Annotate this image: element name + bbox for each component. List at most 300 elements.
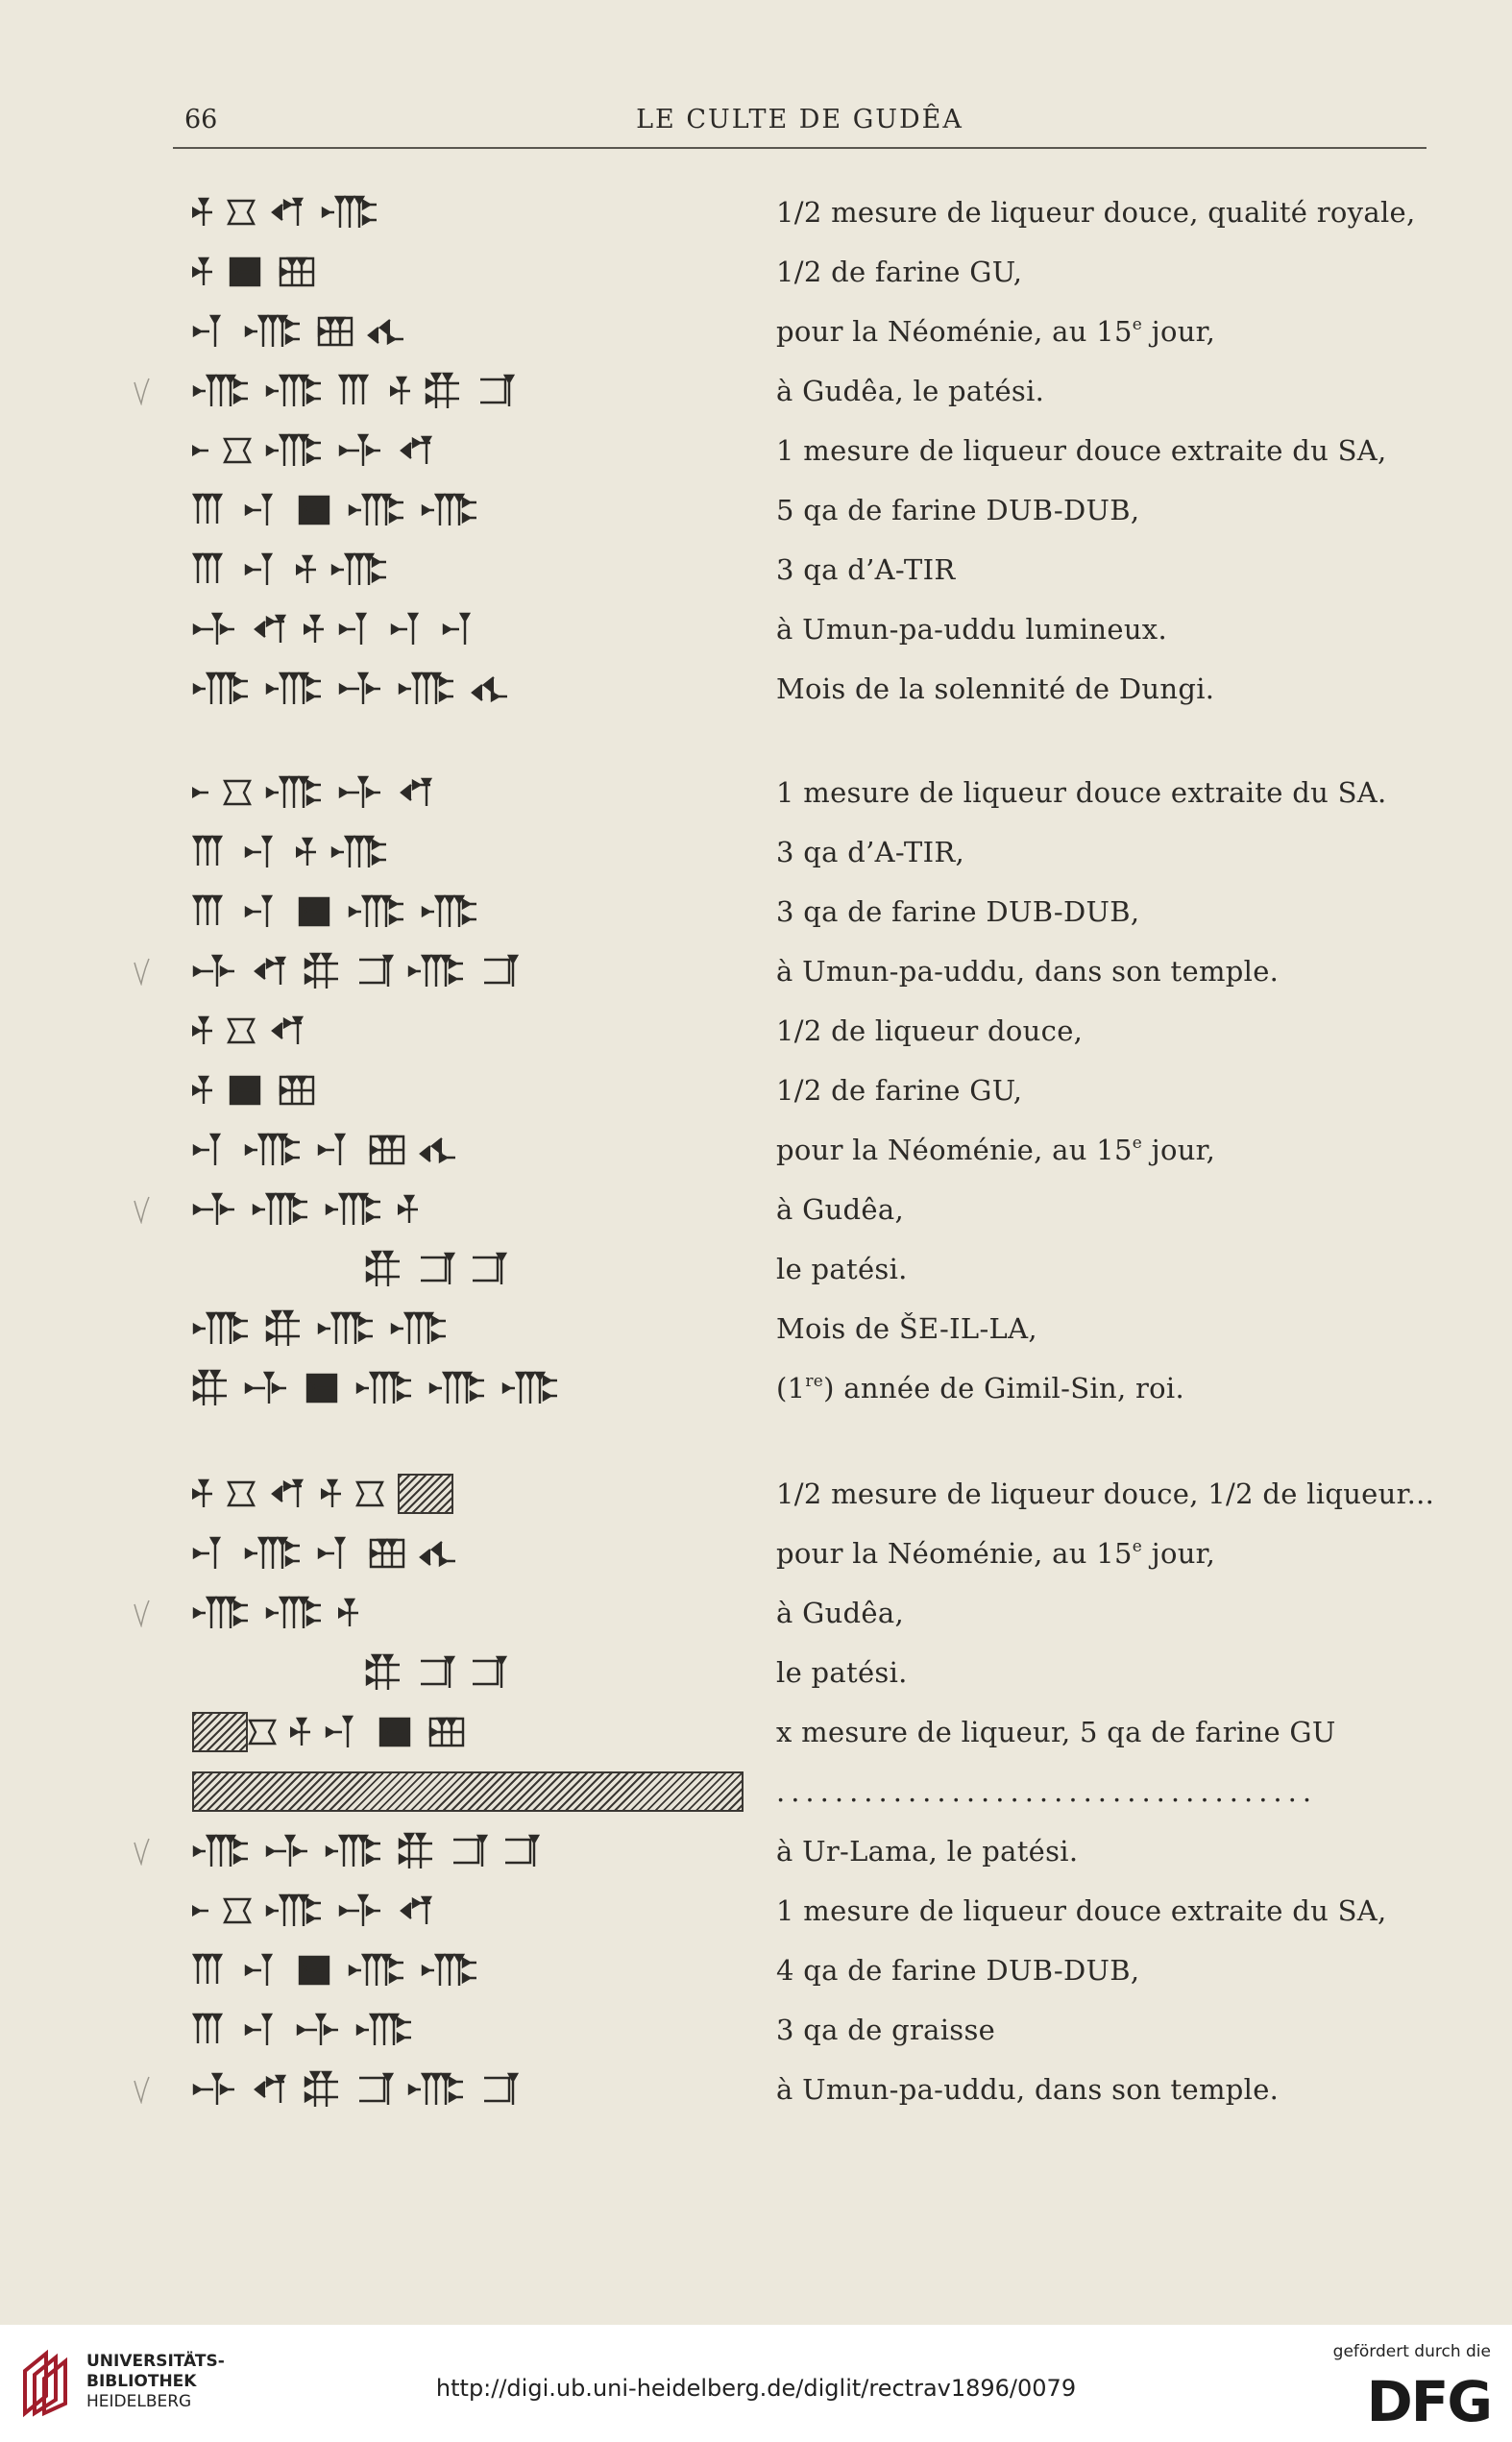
cuneiform-sign-icon <box>279 253 315 291</box>
cuneiform-sign-icon <box>227 253 265 291</box>
cuneiform-sign-icon <box>265 1832 311 1870</box>
cuneiform-sign-icon <box>398 431 436 470</box>
pencil-check-mark-icon <box>133 1599 150 1627</box>
cuneiform-sign-icon <box>367 312 405 351</box>
cuneiform-sign-icon <box>265 372 325 410</box>
cuneiform-sign-icon <box>265 431 325 470</box>
cuneiform-sign-icon <box>367 312 405 351</box>
cuneiform-sign-icon <box>244 491 282 529</box>
cuneiform-sign-icon <box>355 2070 394 2109</box>
translation-fragment: pour la Néoménie, au 15 <box>776 1134 1133 1166</box>
cuneiform-sign-icon <box>296 2011 342 2049</box>
cuneiform-sign-icon <box>377 1713 415 1751</box>
cuneiform-sign-icon <box>321 193 380 232</box>
cuneiform-sign-icon <box>338 773 384 812</box>
translation-text: à Gudêa, le patési. <box>776 375 1045 407</box>
text-line <box>0 480 1512 540</box>
cuneiform-sign-icon <box>425 372 463 410</box>
cuneiform-sign-icon <box>296 1951 334 1990</box>
cuneiform-sign-icon <box>365 1653 403 1692</box>
cuneiform-sign-icon <box>244 550 282 589</box>
cuneiform-sign-icon <box>325 1832 384 1870</box>
cuneiform-sign-icon <box>325 1713 363 1751</box>
cuneiform-sign-icon <box>480 2070 519 2109</box>
cuneiform-sign-icon <box>398 1892 436 1930</box>
cuneiform-sign-icon <box>265 773 325 812</box>
cuneiform-sign-icon <box>192 253 213 291</box>
cuneiform-sign-icon <box>265 1892 325 1930</box>
cuneiform-sign-icon <box>317 1131 355 1169</box>
cuneiform-line <box>192 1881 768 1941</box>
text-line <box>0 1464 1512 1524</box>
pencil-check-mark-icon <box>133 957 150 986</box>
cuneiform-sign-icon <box>390 372 411 410</box>
text-line <box>0 1358 1512 1418</box>
cuneiform-sign-icon <box>192 1951 231 1990</box>
cuneiform-line <box>192 1821 768 1881</box>
cuneiform-sign-icon <box>338 372 377 410</box>
cuneiform-line <box>192 183 768 242</box>
cuneiform-sign-icon <box>192 2011 231 2049</box>
cuneiform-sign-icon <box>421 491 480 529</box>
cuneiform-sign-icon <box>290 1713 311 1751</box>
cuneiform-sign-icon <box>338 773 384 812</box>
text-line <box>0 1941 1512 2000</box>
cuneiform-sign-icon <box>192 550 231 589</box>
cuneiform-sign-icon <box>348 1951 407 1990</box>
cuneiform-sign-icon <box>192 1190 238 1229</box>
cuneiform-sign-icon <box>192 1309 252 1348</box>
translation-text: 1 mesure de liqueur douce extraite du SA, <box>776 434 1387 467</box>
text-line <box>0 421 1512 480</box>
cuneiform-sign-icon <box>338 431 384 470</box>
text-line <box>0 1239 1512 1299</box>
cuneiform-sign-icon <box>192 1475 213 1513</box>
cuneiform-sign-icon <box>355 1369 415 1407</box>
translation-fragment: jour, <box>1142 315 1216 348</box>
running-title: LE CULTE DE GUDÊA <box>636 105 963 134</box>
cuneiform-sign-icon <box>355 1475 384 1513</box>
cuneiform-sign-icon <box>428 1369 488 1407</box>
cuneiform-sign-icon <box>192 773 209 812</box>
cuneiform-sign-icon <box>450 1832 488 1870</box>
cuneiform-line <box>192 242 768 302</box>
text-line <box>0 1061 1512 1120</box>
cuneiform-sign-icon <box>321 1475 342 1513</box>
cuneiform-sign-icon <box>227 253 265 291</box>
cuneiform-sign-icon <box>192 312 231 351</box>
cuneiform-sign-icon <box>265 1832 311 1870</box>
cuneiform-sign-icon <box>296 491 334 529</box>
text-line <box>0 1299 1512 1358</box>
cuneiform-line <box>192 1524 768 1583</box>
cuneiform-sign-icon <box>390 1309 450 1348</box>
cuneiform-line <box>192 421 768 480</box>
cuneiform-sign-icon <box>417 1250 455 1288</box>
cuneiform-line <box>192 882 768 941</box>
cuneiform-sign-icon <box>244 1131 304 1169</box>
cuneiform-sign-icon <box>192 1012 213 1050</box>
cuneiform-line <box>192 2060 768 2119</box>
superscript: e <box>1132 1134 1143 1153</box>
cuneiform-sign-icon <box>192 193 213 232</box>
cuneiform-sign-icon <box>317 1131 355 1169</box>
cuneiform-line <box>192 1464 768 1524</box>
translation-text: à Ur-Lama, le patési. <box>776 1835 1079 1868</box>
cuneiform-sign-icon <box>244 833 282 871</box>
cuneiform-line <box>192 1643 768 1702</box>
cuneiform-sign-icon <box>265 670 325 708</box>
cuneiform-sign-icon <box>269 193 307 232</box>
text-line <box>0 183 1512 242</box>
cuneiform-sign-icon <box>480 2070 519 2109</box>
lacuna-hatching <box>192 1712 248 1752</box>
cuneiform-sign-icon <box>265 773 325 812</box>
cuneiform-sign-icon <box>227 1012 256 1050</box>
text-line <box>0 1762 1512 1821</box>
cuneiform-sign-icon <box>192 193 213 232</box>
cuneiform-sign-icon <box>304 610 325 648</box>
cuneiform-sign-icon <box>244 312 304 351</box>
cuneiform-sign-icon <box>365 1250 403 1288</box>
cuneiform-sign-icon <box>338 670 384 708</box>
cuneiform-sign-icon <box>369 1131 405 1169</box>
cuneiform-sign-icon <box>428 1713 465 1751</box>
cuneiform-sign-icon <box>265 1309 304 1348</box>
cuneiform-sign-icon <box>192 1951 231 1990</box>
cuneiform-sign-icon <box>227 193 256 232</box>
superscript: e <box>1132 315 1143 334</box>
cuneiform-sign-icon <box>244 892 282 931</box>
cuneiform-sign-icon <box>244 1369 290 1407</box>
cuneiform-sign-icon <box>296 833 317 871</box>
cuneiform-sign-icon <box>407 952 467 990</box>
cuneiform-line <box>192 1358 768 1418</box>
cuneiform-sign-icon <box>365 1250 403 1288</box>
cuneiform-sign-icon <box>192 1892 209 1930</box>
translation-fragment: jour, <box>1142 1537 1216 1570</box>
cuneiform-sign-icon <box>248 1713 277 1751</box>
cuneiform-sign-icon <box>338 372 377 410</box>
cuneiform-sign-icon <box>192 952 238 990</box>
cuneiform-sign-icon <box>390 610 428 648</box>
text-line <box>0 1524 1512 1583</box>
cuneiform-sign-icon <box>192 892 231 931</box>
cuneiform-line <box>192 1061 768 1120</box>
cuneiform-sign-icon <box>338 1594 359 1632</box>
cuneiform-sign-icon <box>248 1713 277 1751</box>
cuneiform-sign-icon <box>223 773 252 812</box>
translation-text <box>776 302 1468 361</box>
text-line <box>0 1821 1512 1881</box>
cuneiform-sign-icon <box>192 1071 213 1110</box>
cuneiform-sign-icon <box>244 550 282 589</box>
cuneiform-sign-icon <box>192 833 231 871</box>
cuneiform-sign-icon <box>192 372 252 410</box>
cuneiform-sign-icon <box>192 550 231 589</box>
cuneiform-sign-icon <box>398 1832 436 1870</box>
cuneiform-sign-icon <box>252 610 290 648</box>
cuneiform-sign-icon <box>269 1475 307 1513</box>
cuneiform-sign-icon <box>398 1832 436 1870</box>
cuneiform-line <box>192 763 768 822</box>
footer-bar <box>0 2325 1512 2442</box>
cuneiform-line <box>192 302 768 361</box>
translation-text: Mois de la solennité de Dungi. <box>776 672 1215 705</box>
cuneiform-sign-icon <box>501 1369 561 1407</box>
cuneiform-sign-icon <box>471 670 509 708</box>
cuneiform-sign-icon <box>417 1653 455 1692</box>
text-line <box>0 822 1512 882</box>
cuneiform-sign-icon <box>355 2011 415 2049</box>
cuneiform-sign-icon <box>442 610 480 648</box>
cuneiform-sign-icon <box>304 1369 342 1407</box>
cuneiform-sign-icon <box>265 1594 325 1632</box>
cuneiform-sign-icon <box>304 1369 342 1407</box>
cuneiform-sign-icon <box>369 1534 405 1573</box>
cuneiform-sign-icon <box>325 1190 384 1229</box>
cuneiform-line <box>192 941 768 1001</box>
cuneiform-sign-icon <box>398 773 436 812</box>
cuneiform-line <box>192 1239 768 1299</box>
translation-text: à Umun-pa-uddu, dans son temple. <box>776 955 1280 988</box>
cuneiform-sign-icon <box>480 952 519 990</box>
cuneiform-sign-icon <box>192 491 231 529</box>
cuneiform-sign-icon <box>192 1594 252 1632</box>
translation-text: 3 qa d’A-TIR <box>776 553 956 586</box>
cuneiform-sign-icon <box>425 372 463 410</box>
cuneiform-sign-icon <box>355 952 394 990</box>
cuneiform-sign-icon <box>252 610 290 648</box>
pencil-check-mark-icon <box>133 377 150 405</box>
cuneiform-sign-icon <box>227 1071 265 1110</box>
cuneiform-sign-icon <box>192 892 231 931</box>
cuneiform-sign-icon <box>398 1190 419 1229</box>
translation-text: 1/2 de liqueur douce, <box>776 1014 1084 1047</box>
translation-text: 1 mesure de liqueur douce extraite du SA, <box>776 1894 1387 1927</box>
cuneiform-sign-icon <box>369 1534 405 1573</box>
cuneiform-sign-icon <box>398 670 457 708</box>
cuneiform-sign-icon <box>244 1369 290 1407</box>
dfg-logo-icon: DFG <box>1366 2369 1491 2434</box>
cuneiform-sign-icon <box>244 1131 304 1169</box>
cuneiform-sign-icon <box>192 1534 231 1573</box>
cuneiform-sign-icon <box>296 2011 342 2049</box>
cuneiform-sign-icon <box>192 431 209 470</box>
cuneiform-sign-icon <box>355 952 394 990</box>
cuneiform-sign-icon <box>244 1951 282 1990</box>
cuneiform-line <box>192 1941 768 2000</box>
cuneiform-sign-icon <box>223 431 252 470</box>
cuneiform-sign-icon <box>192 1832 252 1870</box>
cuneiform-sign-icon <box>325 1832 384 1870</box>
translation-text: 1/2 de farine GU, <box>776 256 1023 288</box>
cuneiform-sign-icon <box>227 1475 256 1513</box>
pencil-check-mark-icon <box>133 2075 150 2104</box>
cuneiform-line <box>192 822 768 882</box>
translation-fragment: pour la Néoménie, au 15 <box>776 1537 1133 1570</box>
cuneiform-sign-icon <box>192 1071 213 1110</box>
cuneiform-sign-icon <box>279 1071 315 1110</box>
cuneiform-sign-icon <box>223 773 252 812</box>
cuneiform-sign-icon <box>296 892 334 931</box>
cuneiform-line <box>192 361 768 421</box>
text-line <box>0 941 1512 1001</box>
cuneiform-sign-icon <box>244 833 282 871</box>
cuneiform-sign-icon <box>192 1131 231 1169</box>
cuneiform-sign-icon <box>476 372 515 410</box>
cuneiform-sign-icon <box>421 491 480 529</box>
text-line <box>0 540 1512 599</box>
translation-text: à Umun-pa-uddu lumineux. <box>776 613 1167 646</box>
cuneiform-sign-icon <box>296 892 334 931</box>
translation-text <box>776 1358 1468 1418</box>
cuneiform-sign-icon <box>476 372 515 410</box>
cuneiform-sign-icon <box>421 1951 480 1990</box>
cuneiform-line <box>192 659 768 719</box>
cuneiform-sign-icon <box>421 892 480 931</box>
cuneiform-sign-icon <box>192 952 238 990</box>
cuneiform-sign-icon <box>390 372 411 410</box>
cuneiform-sign-icon <box>244 312 304 351</box>
cuneiform-sign-icon <box>398 670 457 708</box>
translation-text: le patési. <box>776 1656 908 1689</box>
cuneiform-sign-icon <box>321 193 380 232</box>
cuneiform-sign-icon <box>279 253 315 291</box>
cuneiform-sign-icon <box>398 773 436 812</box>
cuneiform-sign-icon <box>398 1892 436 1930</box>
cuneiform-sign-icon <box>304 2070 342 2109</box>
cuneiform-sign-icon <box>365 1653 403 1692</box>
cuneiform-sign-icon <box>192 670 252 708</box>
cuneiform-sign-icon <box>317 1309 377 1348</box>
cuneiform-sign-icon <box>296 833 317 871</box>
cuneiform-sign-icon <box>407 2070 467 2109</box>
cuneiform-sign-icon <box>192 1131 231 1169</box>
cuneiform-sign-icon <box>338 1892 384 1930</box>
cuneiform-sign-icon <box>450 1832 488 1870</box>
translation-fragment: pour la Néoménie, au 15 <box>776 315 1133 348</box>
cuneiform-sign-icon <box>348 892 407 931</box>
cuneiform-line <box>192 1120 768 1180</box>
cuneiform-line <box>192 1583 768 1643</box>
text-line <box>0 599 1512 659</box>
cuneiform-sign-icon <box>192 610 238 648</box>
cuneiform-sign-icon <box>192 2011 231 2049</box>
cuneiform-sign-icon <box>252 2070 290 2109</box>
cuneiform-sign-icon <box>348 1951 407 1990</box>
library-name: UNIVERSITÄTS- BIBLIOTHEK HEIDELBERG <box>86 2352 225 2411</box>
cuneiform-sign-icon <box>296 550 317 589</box>
translation-text: 1/2 de farine GU, <box>776 1074 1023 1107</box>
cuneiform-sign-icon <box>501 1832 540 1870</box>
cuneiform-sign-icon <box>304 952 342 990</box>
cuneiform-sign-icon <box>338 1892 384 1930</box>
text-line <box>0 1881 1512 1941</box>
translation-fragment: jour, <box>1142 1134 1216 1166</box>
text-line <box>0 1001 1512 1061</box>
cuneiform-sign-icon <box>192 253 213 291</box>
cuneiform-line <box>192 1299 768 1358</box>
cuneiform-sign-icon <box>501 1369 561 1407</box>
cuneiform-sign-icon <box>192 2070 238 2109</box>
cuneiform-sign-icon <box>244 1534 304 1573</box>
cuneiform-sign-icon <box>192 610 238 648</box>
cuneiform-sign-icon <box>192 1475 213 1513</box>
cuneiform-sign-icon <box>469 1250 507 1288</box>
cuneiform-sign-icon <box>296 491 334 529</box>
cuneiform-sign-icon <box>338 610 377 648</box>
cuneiform-sign-icon <box>317 312 354 351</box>
cuneiform-line <box>192 540 768 599</box>
translation-text: à Umun-pa-uddu, dans son temple. <box>776 2073 1280 2106</box>
cuneiform-sign-icon <box>192 1369 231 1407</box>
lacuna-hatching <box>192 1771 744 1812</box>
cuneiform-sign-icon <box>192 372 252 410</box>
text-line <box>0 882 1512 941</box>
cuneiform-sign-icon <box>317 1309 377 1348</box>
cuneiform-sign-icon <box>227 1475 256 1513</box>
cuneiform-sign-icon <box>192 1190 238 1229</box>
cuneiform-sign-icon <box>269 193 307 232</box>
cuneiform-sign-icon <box>192 670 252 708</box>
cuneiform-sign-icon <box>469 1653 507 1692</box>
translation-text <box>776 1524 1468 1583</box>
cuneiform-sign-icon <box>419 1534 457 1573</box>
cuneiform-sign-icon <box>469 1653 507 1692</box>
cuneiform-sign-icon <box>428 1713 465 1751</box>
cuneiform-sign-icon <box>265 1309 304 1348</box>
cuneiform-sign-icon <box>265 431 325 470</box>
cuneiform-sign-icon <box>407 2070 467 2109</box>
cuneiform-sign-icon <box>223 1892 252 1930</box>
translation-text: 1 mesure de liqueur douce extraite du SA. <box>776 776 1387 809</box>
superscript: e <box>1132 1537 1143 1556</box>
translation-text: x mesure de liqueur, 5 qa de farine GU <box>776 1716 1336 1748</box>
cuneiform-sign-icon <box>390 1309 450 1348</box>
cuneiform-sign-icon <box>192 773 209 812</box>
cuneiform-sign-icon <box>244 892 282 931</box>
source-url[interactable]: http://digi.ub.uni-heidelberg.de/diglit/rectrav1896/0079 <box>435 2375 1077 2402</box>
cuneiform-sign-icon <box>330 550 390 589</box>
text-line <box>0 302 1512 361</box>
cuneiform-sign-icon <box>269 1012 307 1050</box>
cuneiform-sign-icon <box>377 1713 415 1751</box>
cuneiform-sign-icon <box>469 1250 507 1288</box>
cuneiform-sign-icon <box>304 952 342 990</box>
cuneiform-sign-icon <box>355 1369 415 1407</box>
cuneiform-sign-icon <box>244 2011 282 2049</box>
cuneiform-line <box>192 1762 768 1821</box>
cuneiform-sign-icon <box>369 1131 405 1169</box>
translation-text: à Gudêa, <box>776 1597 904 1629</box>
cuneiform-sign-icon <box>192 1309 252 1348</box>
cuneiform-sign-icon <box>348 491 407 529</box>
cuneiform-sign-icon <box>192 312 231 351</box>
cuneiform-sign-icon <box>330 833 390 871</box>
cuneiform-sign-icon <box>325 1713 363 1751</box>
cuneiform-sign-icon <box>192 1012 213 1050</box>
cuneiform-sign-icon <box>227 1071 265 1110</box>
cuneiform-sign-icon <box>252 952 290 990</box>
cuneiform-sign-icon <box>355 2011 415 2049</box>
translation-text: 3 qa de graisse <box>776 2014 996 2046</box>
text-line <box>0 242 1512 302</box>
page-header <box>173 99 1427 149</box>
cuneiform-sign-icon <box>317 1534 355 1573</box>
cuneiform-sign-icon <box>192 1534 231 1573</box>
cuneiform-sign-icon <box>480 952 519 990</box>
